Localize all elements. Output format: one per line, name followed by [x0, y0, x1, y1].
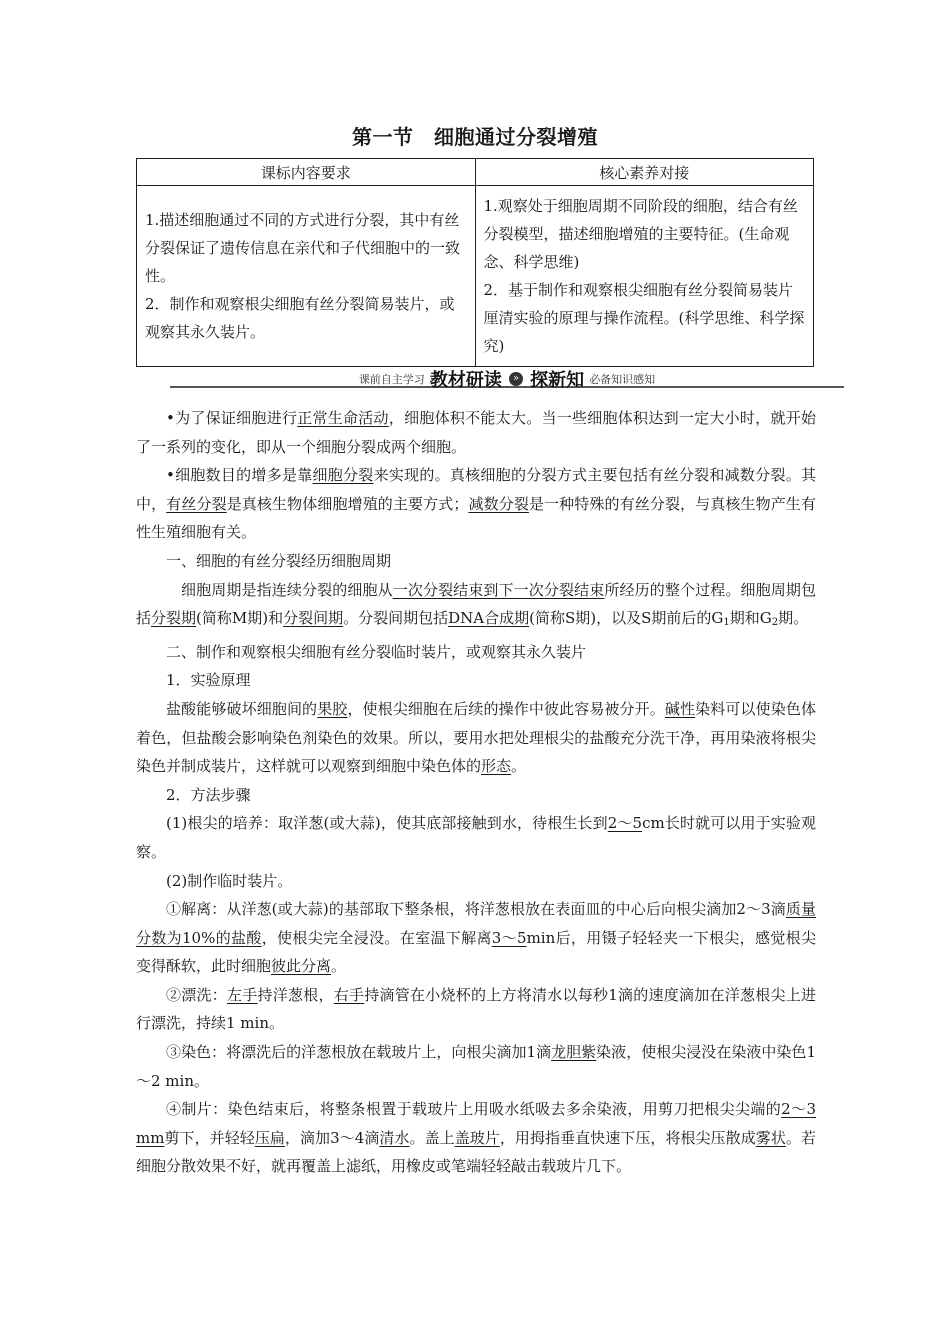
key-term: 2～5 [607, 814, 643, 833]
key-term: 一次分裂结束到下一次分裂结束 [392, 580, 605, 599]
main-content [136, 404, 816, 1181]
text: ，使根尖细胞在后续的操作中彼此容易被分开。 [347, 699, 665, 718]
key-term: DNA合成期 [448, 609, 530, 628]
text: 所经历的整个过程。细胞周期包括 [136, 580, 816, 628]
key-term: 形态 [481, 757, 512, 776]
key-term: 盖玻片 [454, 1128, 500, 1147]
text: ③染色：将漂洗后的洋葱根放在载玻片上，向根尖滴加1滴 [166, 1043, 552, 1062]
text: 。若细胞分散效果不好，就再覆盖上滤纸，用橡皮或笔端轻轻敲击载玻片几下。 [136, 1128, 816, 1176]
key-term: 2～3 mm [136, 1100, 816, 1147]
banner-right-label: 必备知识感知 [589, 373, 656, 386]
standards-cell [137, 186, 476, 367]
text: ①解离：从洋葱(或大蒜)的基部取下整条根，将洋葱根放在表面皿的中心后向根尖滴加2～3滴 [166, 900, 786, 919]
heading-1: 一、细胞的有丝分裂经历细胞周期 [166, 551, 392, 570]
text: ②漂洗： [166, 985, 227, 1004]
text: 。盖上 [409, 1128, 455, 1147]
table-header-literacy: 核心素养对接 [475, 159, 814, 186]
text: min后，用镊子轻轻夹一下根尖，感觉根尖变得酥软，此时细胞 [136, 928, 816, 976]
key-term: 雾状 [755, 1128, 786, 1147]
paragraph-1 [136, 404, 816, 461]
text: 染液，使根尖浸没在染液中染色1～2 min。 [136, 1043, 816, 1090]
paragraph-2 [136, 461, 816, 547]
text: 剪下，并轻轻 [164, 1128, 255, 1147]
key-term: 细胞分裂 [312, 466, 374, 485]
text: 细胞周期是指连续分裂的细胞从 [181, 580, 393, 599]
text: 期。 [778, 609, 809, 628]
paragraph-8 [136, 981, 816, 1038]
paragraph-9 [136, 1038, 816, 1095]
key-term: 果胶 [317, 699, 348, 718]
literacy-cell [475, 186, 814, 367]
requirements-table [136, 158, 814, 367]
key-term: 龙胆紫 [551, 1043, 597, 1062]
paragraph-4 [136, 695, 816, 781]
key-term: 减数分裂 [468, 494, 529, 513]
table-header-row [137, 159, 814, 186]
standards-item-2: 2．制作和观察根尖细胞有丝分裂简易装片，或观察其永久装片。 [145, 295, 455, 341]
text: ，使根尖完全浸没。在室温下解离 [261, 928, 492, 947]
subscript: 2 [771, 617, 779, 629]
text: •细胞数目的增多是靠 [166, 466, 313, 485]
text: 盐酸能够破坏细胞间的 [166, 699, 318, 718]
text: 。分裂间期包括 [343, 609, 449, 628]
text: 。 [331, 957, 347, 976]
table-row [137, 186, 814, 367]
literacy-item-2: 2．基于制作和观察根尖细胞有丝分裂简易装片厘清实验的原理与操作流程。(科学思维、科学探究) [483, 281, 805, 355]
section-banner [170, 366, 844, 390]
paragraph-3 [136, 576, 816, 638]
text: ④制片：染色结束后，将整条根置于载玻片上用吸水纸吸去多余染液，用剪刀把根尖尖端的 [166, 1100, 782, 1119]
text: 染料可以使染色体着色，但盐酸会影响染色剂染色的效果。所以，要用水把处理根尖的盐酸充分洗干净，再用染液将根尖染色并制成装片，这样就可以观察到细胞中染色体的 [136, 699, 816, 776]
text: •为了保证细胞进行 [166, 409, 298, 427]
text: 来实现的。真核细胞的分裂方式主要包括有丝分裂和减数分裂。其中， [136, 466, 816, 513]
key-term: 有丝分裂 [166, 494, 227, 513]
paragraph-7 [136, 895, 816, 981]
subheading-principle: 1．实验原理 [166, 671, 251, 690]
banner-left-label: 课前自主学习 [358, 373, 425, 386]
text: 是真核生物体细胞增殖的主要方式； [226, 494, 469, 513]
text: ，滴加3～4滴 [284, 1128, 380, 1147]
key-term: 3～5 [491, 928, 527, 947]
text: 。 [511, 757, 527, 776]
key-term: 压扁 [254, 1128, 285, 1147]
heading-2: 二、制作和观察根尖细胞有丝分裂临时装片，或观察其永久装片 [166, 642, 587, 661]
text: 是一种特殊的有丝分裂，与真核生物产生有性生殖细胞有关。 [136, 494, 816, 542]
key-term: 左手 [227, 985, 258, 1004]
banner-title-part1: 教材研读 [429, 370, 502, 391]
paragraph-10 [136, 1095, 816, 1181]
literacy-item-1: 1.观察处于细胞周期不同阶段的细胞，结合有丝分裂模型，描述细胞增殖的主要特征。(生命观念、科学思维) [483, 197, 798, 271]
arrow-icon: » [509, 372, 523, 386]
text: (简称M期)和 [196, 609, 284, 628]
text: 期和G [729, 609, 772, 628]
text: cm长时就可以用于实验观察。 [136, 814, 816, 861]
subheading-steps: 2．方法步骤 [166, 785, 251, 804]
key-term: 彼此分离 [271, 957, 332, 976]
text: ，细胞体积不能太大。当一些细胞体积达到一定大小时，就开始了一系列的变化，即从一个细胞分裂成两个细胞。 [136, 409, 816, 456]
table-header-standards: 课标内容要求 [137, 159, 476, 186]
standards-item-1: 1.描述细胞通过不同的方式进行分裂，其中有丝分裂保证了遗传信息在亲代和子代细胞中的一致性。 [145, 211, 461, 285]
text: ，用拇指垂直快速下压，将根尖压散成 [499, 1128, 756, 1147]
text: (1)根尖的培养：取洋葱(或大蒜)，使其底部接触到水，待根生长到 [166, 814, 608, 833]
key-term: 质量分数为10%的盐酸 [136, 900, 816, 947]
text: 持洋葱根， [257, 985, 334, 1004]
key-term: 右手 [333, 985, 365, 1004]
page-title: 第一节 细胞通过分裂增殖 [352, 125, 598, 149]
banner-title-part2: 探新知 [530, 370, 585, 391]
subscript: 1 [723, 617, 730, 629]
paragraph-6: (2)制作临时装片。 [166, 871, 293, 890]
key-term: 清水 [379, 1128, 410, 1147]
key-term: 分裂间期 [283, 609, 344, 628]
key-term: 正常生命活动 [297, 409, 389, 427]
paragraph-5 [136, 809, 816, 866]
key-term: 分裂期 [151, 609, 197, 628]
key-term: 碱性 [664, 699, 696, 718]
text: (简称S期)，以及S期前后的G [529, 609, 724, 628]
text: 持滴管在小烧杯的上方将清水以每秒1滴的速度滴加在洋葱根尖上进行漂洗，持续1 min。 [136, 985, 816, 1033]
